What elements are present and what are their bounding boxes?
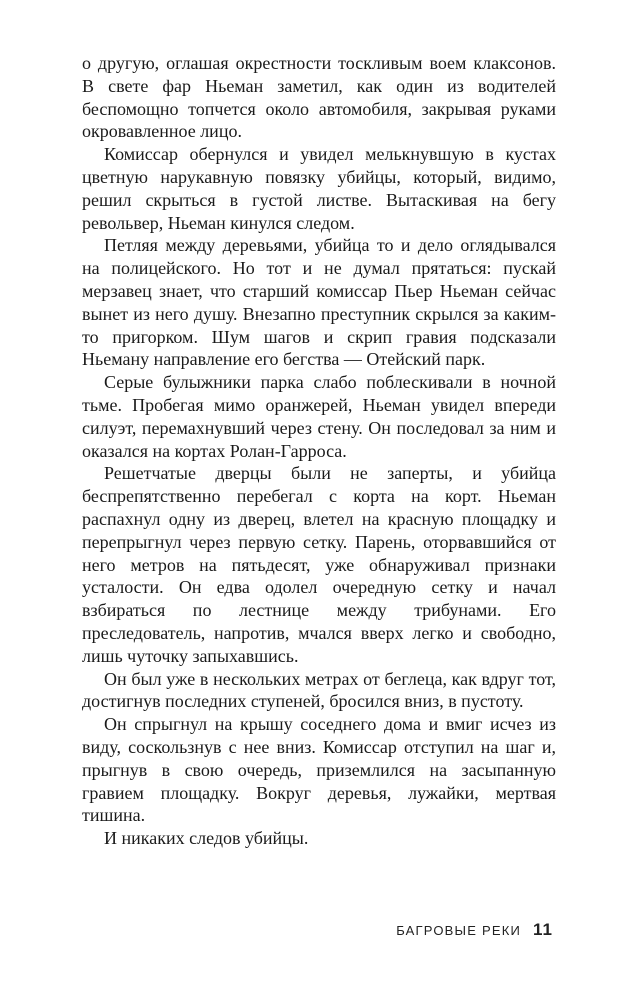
paragraph-final: И никаких следов убийцы. [104, 828, 309, 849]
paragraph: Он был уже в нескольких метрах от беглеца, как вдруг тот, достигнув последних ступеней, бросился вниз, в пустоту. [82, 668, 556, 712]
page-footer [396, 920, 553, 942]
running-head: БАГРОВЫЕ РЕКИ [396, 923, 522, 938]
body-text [82, 52, 556, 850]
paragraph: Решетчатые дверцы были не заперты, и убийца беспрепятственно перебегал с корта на корт. Ньеман распахнул одну из дверец, влетел на красную площадку и перепрыгнул через первую сетку. Парень, оторвавшийся от него метров на пятьдесят, уже обнаруживал признаки усталости. Он едва одолел очередную сетку и начал взбираться по лестнице между трибунами. Его преследователь, напротив, мчался вверх легко и свободно, лишь чуточку запыхавшись. [82, 463, 556, 666]
paragraph-continuation: о другую, оглашая окрестности тоскливым воем клаксонов. В свете фар Ньеман заметил, как один из водителей беспомощно топчется около автомобиля, закрывая руками окровавленное лицо. [82, 53, 556, 142]
paragraph: Комиссар обернулся и увидел мелькнувшую в кустах цветную нарукавную повязку убийцы, который, видимо, решил скрыться в густой листве. Вытаскивая на бегу револьвер, Ньеман кинулся следом. [82, 144, 556, 233]
paragraph: Он спрыгнул на крышу соседнего дома и вмиг исчез из виду, соскользнув с нее вниз. Комиссар отступил на шаг и, прыгнув в свою очередь, приземлился на засыпанную гравием площадку. Вокруг деревья, лужайки, мертвая тишина. [82, 714, 556, 826]
paragraph: Серые булыжники парка слабо поблескивали в ночной тьме. Пробегая мимо оранжерей, Ньеман увидел впереди силуэт, перемахнувший через стену. Он последовал за ним и оказался на кортах Ролан-Гарроса. [82, 372, 556, 461]
page-number: 11 [533, 920, 553, 939]
paragraph: Петляя между деревьями, убийца то и дело оглядывался на полицейского. Но тот и не думал прятаться: пускай мерзавец знает, что старший комиссар Пьер Ньеман сейчас вынет из него душу. Внезапно преступник скрылся за каким-то пригорком. Шум шагов и скрип гравия подсказали Ньеману направление его бегства — Отейский парк. [82, 235, 556, 370]
